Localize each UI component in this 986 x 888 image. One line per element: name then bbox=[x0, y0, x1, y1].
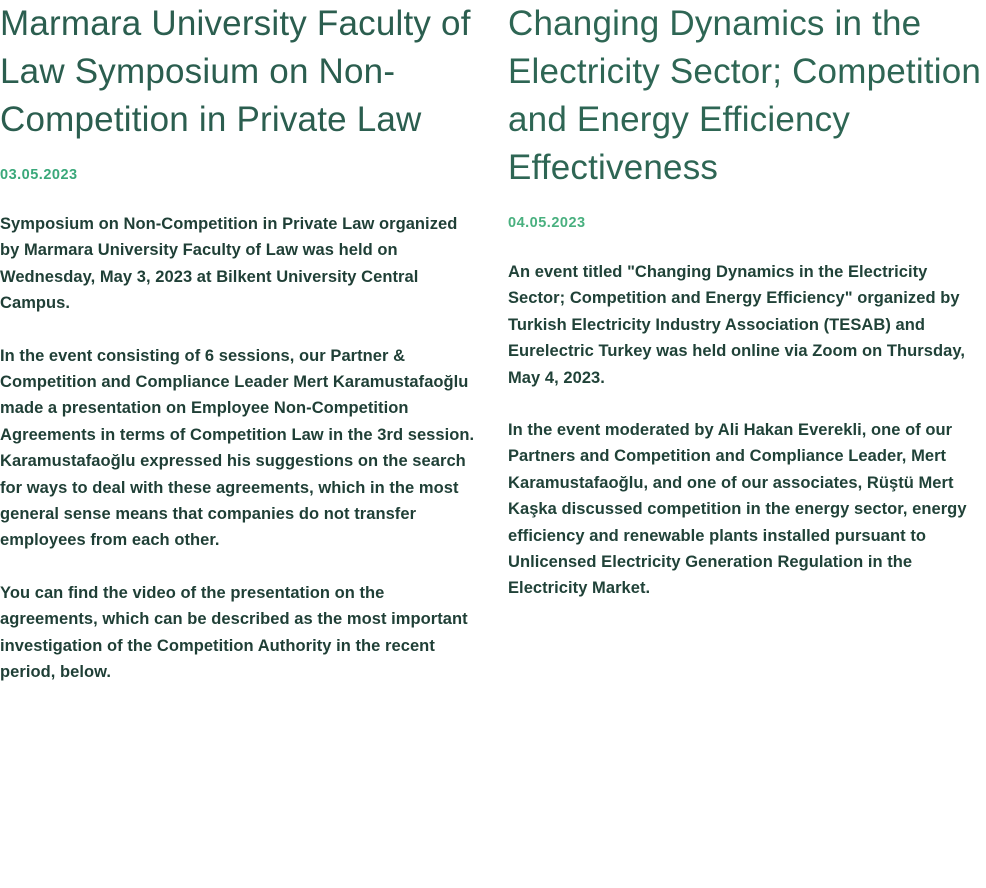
article-body bbox=[0, 211, 478, 686]
article-paragraph: In the event moderated by Ali Hakan Everekli, one of our Partners and Competition and Compliance Leader, Mert Karamustafaoğlu, and one of our associates, Rüştü Mert Kaşka discussed competition in the energy sector, energy efficiency and renewable plants installed pursuant to Unlicensed Electricity Generation Regulation in the Electricity Market. bbox=[508, 421, 967, 598]
article-paragraph: Symposium on Non-Competition in Private Law organized by Marmara University Faculty of Law was held on Wednesday, May 3, 2023 at Bilkent University Central Campus. bbox=[0, 215, 458, 313]
article-paragraph: An event titled "Changing Dynamics in the Electricity Sector; Competition and Energy Efficiency" organized by Turkish Electricity Industry Association (TESAB) and Eurelectric Turkey was held online via Zoom on Thursday, May 4, 2023. bbox=[508, 263, 965, 387]
article-body bbox=[508, 259, 986, 602]
article-title: Marmara University Faculty of Law Symposium on Non-Competition in Private Law bbox=[0, 4, 471, 139]
article-column-left bbox=[0, 0, 478, 686]
article-paragraph: You can find the video of the presentation on the agreements, which can be described as the most important investigation of the Competition Authority in the recent period, below. bbox=[0, 583, 468, 682]
article-date: 04.05.2023 bbox=[508, 215, 586, 231]
article-paragraph: In the event consisting of 6 sessions, our Partner & Competition and Compliance Leader Mert Karamustafaoğlu made a presentation on Employee Non-Competition Agreements in terms of Competition Law in the 3rd session. Karamustafaoğlu expressed his suggestions on the search for ways to deal with these agreements, which in the most general sense means that companies do not transfer employees from each other. bbox=[0, 346, 475, 550]
article-date: 03.05.2023 bbox=[0, 167, 78, 183]
article-column-right bbox=[508, 0, 986, 686]
article-title: Changing Dynamics in the Electricity Sector; Competition and Energy Efficiency Effectiveness bbox=[508, 4, 982, 187]
